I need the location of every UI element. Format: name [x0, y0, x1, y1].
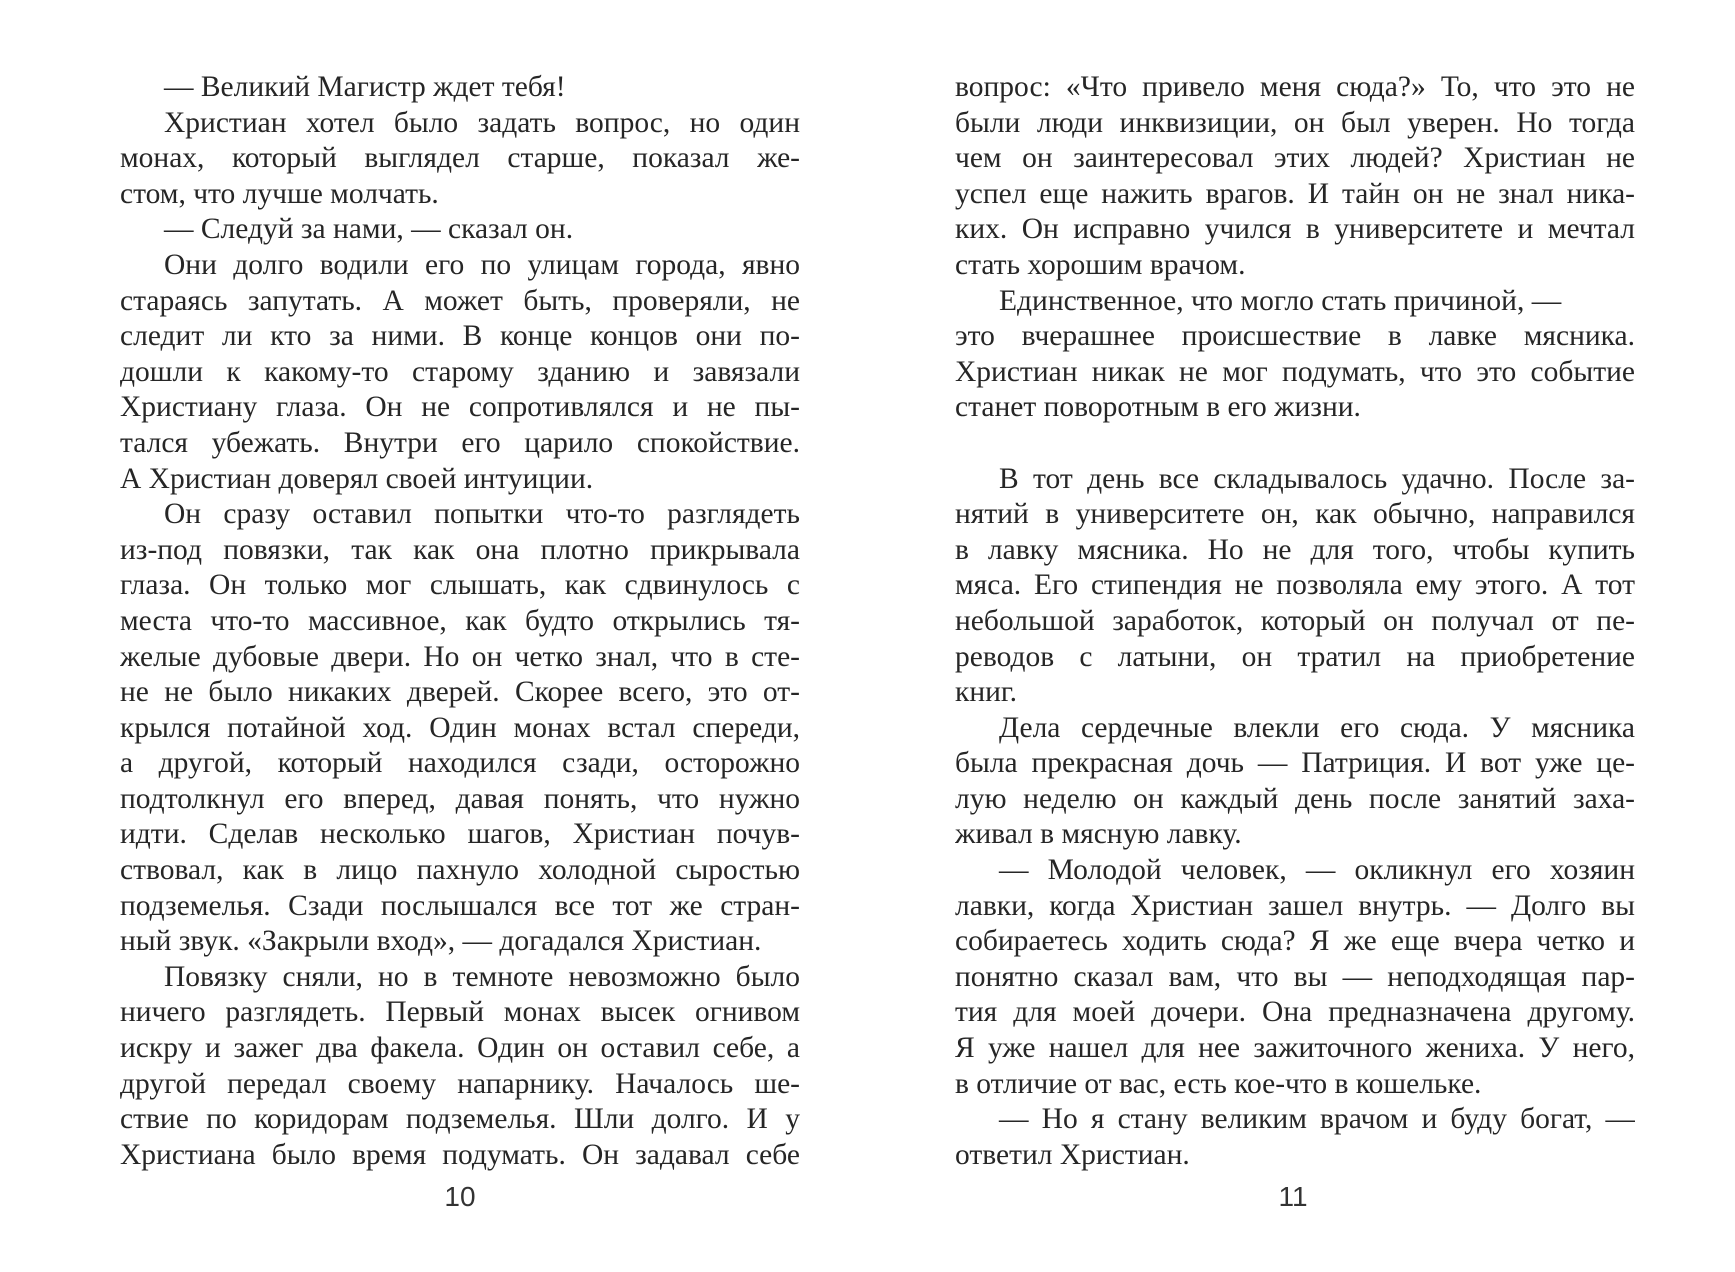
text-line: собираетесь ходить сюда? Я же еще вчера четко и: [955, 925, 1635, 958]
text-line: Повязку сняли, но в темноте невозможно было: [164, 960, 800, 993]
text-line: ничего разглядеть. Первый монах высек огнивом: [120, 996, 800, 1029]
text-line: ответил Христиан.: [955, 1138, 1190, 1171]
text-line: крылся потайной ход. Один монах встал спереди,: [120, 711, 800, 744]
text-line: искру и зажег два факела. Один он оставил себе, а: [120, 1032, 800, 1065]
page-number: 10: [444, 1181, 476, 1212]
section-break: [955, 426, 1635, 462]
text-line: были люди инквизиции, он был уверен. Но тогда: [955, 106, 1635, 139]
text-line: а другой, который находился сзади, осторожно: [120, 747, 800, 780]
text-line: тия для моей дочери. Она предназначена другому.: [955, 996, 1635, 1029]
text-line: стараясь запутать. А может быть, проверяли, не: [120, 284, 800, 317]
left-page: [120, 70, 800, 1180]
text-line: следит ли кто за ними. В конце концов они по-: [120, 320, 800, 353]
text-line: реводов с латыни, он тратил на приобретение: [955, 640, 1635, 673]
text-line: книг.: [955, 676, 1018, 709]
text-line: из-под повязки, так как она плотно прикрывала: [120, 533, 800, 566]
text-line: ких. Он исправно учился в университете и мечтал: [955, 213, 1635, 246]
text-line: вопрос: «Что привело меня сюда?» То, что это не: [955, 71, 1635, 103]
text-line: ствие по коридорам подземелья. Шли долго. И у: [120, 1103, 800, 1136]
text-line: подземелья. Сзади послышался все тот же стран-: [120, 889, 800, 922]
text-line: глаза. Он только мог слышать, как сдвинулось с: [120, 569, 800, 602]
text-line: чем он заинтересовал этих людей? Христиан не: [955, 142, 1635, 175]
text-line: ствовал, как в лицо пахнуло холодной сыростью: [120, 854, 800, 887]
text-line: Он сразу оставил попытки что-то разглядеть: [164, 498, 800, 531]
text-line: в лавку мясника. Но не для того, чтобы купить: [955, 533, 1635, 566]
text-line: В тот день все складывалось удачно. После за-: [999, 462, 1635, 495]
text-line: Христиан хотел было задать вопрос, но один: [164, 106, 800, 139]
text-line: другой передал своему напарнику. Началось ше-: [120, 1067, 800, 1100]
text-line: не не было никаких дверей. Скорее всего, это от-: [120, 676, 800, 709]
text-line: — Молодой человек, — окликнул его хозяин: [999, 854, 1635, 887]
text-line: Они долго водили его по улицам города, явно: [164, 248, 800, 281]
text-line: идти. Сделав несколько шагов, Христиан почув-: [120, 818, 800, 851]
text-line: мяса. Его стипендия не позволяла ему этого. А тот: [955, 569, 1635, 602]
text-line: дошли к какому-то старому зданию и завязали: [120, 355, 800, 388]
text-line: Христиана было время подумать. Он задавал себе: [120, 1138, 800, 1171]
text-line: была прекрасная дочь — Патриция. И вот уже це-: [955, 747, 1635, 780]
text-line: желые дубовые двери. Но он четко знал, что в сте-: [120, 640, 800, 673]
text-line: места что-то массивное, как будто открылись тя-: [120, 604, 800, 637]
text-line: стать хорошим врачом.: [955, 248, 1246, 281]
text-line: в отличие от вас, есть кое-что в кошельке.: [955, 1067, 1482, 1100]
text-line: понятно сказал вам, что вы — неподходящая пар-: [955, 960, 1635, 993]
text-line: успел еще нажить врагов. И тайн он не знал ника-: [955, 177, 1635, 210]
text-line: станет поворотным в его жизни.: [955, 391, 1361, 424]
text-line: стом, что лучше молчать.: [120, 177, 439, 210]
text-line: ный звук. «Закрыли вход», — догадался Христиан.: [120, 925, 762, 958]
right-page: [955, 70, 1635, 1180]
text-line: Единственное, что могло стать причиной, —: [999, 284, 1562, 317]
text-line: живал в мясную лавку.: [955, 818, 1242, 851]
text-line: нятий в университете он, как обычно, направился: [955, 498, 1635, 531]
page-number: 11: [1278, 1181, 1308, 1212]
text-line: — Великий Магистр ждет тебя!: [164, 71, 566, 103]
text-line: небольшой заработок, который он получал от пе-: [955, 604, 1635, 637]
text-line: Я уже нашел для нее зажиточного жениха. У него,: [955, 1032, 1635, 1065]
text-line: Христиану глаза. Он не сопротивлялся и не пы-: [120, 391, 800, 424]
text-line: монах, который выглядел старше, показал же-: [120, 142, 800, 175]
text-line: это вчерашнее происшествие в лавке мясника.: [955, 320, 1635, 353]
text-line: лавки, когда Христиан зашел внутрь. — Долго вы: [955, 889, 1635, 922]
text-line: тался убежать. Внутри его царило спокойствие.: [120, 426, 800, 459]
text-line: Христиан никак не мог подумать, что это событие: [955, 355, 1635, 388]
text-line: лую неделю он каждый день после занятий заха-: [955, 782, 1635, 815]
text-line: Дела сердечные влекли его сюда. У мясника: [999, 711, 1635, 744]
text-line: подтолкнул его вперед, давая понять, что нужно: [120, 782, 800, 815]
text-line: — Следуй за нами, — сказал он.: [164, 213, 574, 246]
text-line: — Но я стану великим врачом и буду богат, —: [999, 1103, 1635, 1136]
text-line: А Христиан доверял своей интуиции.: [120, 462, 594, 495]
